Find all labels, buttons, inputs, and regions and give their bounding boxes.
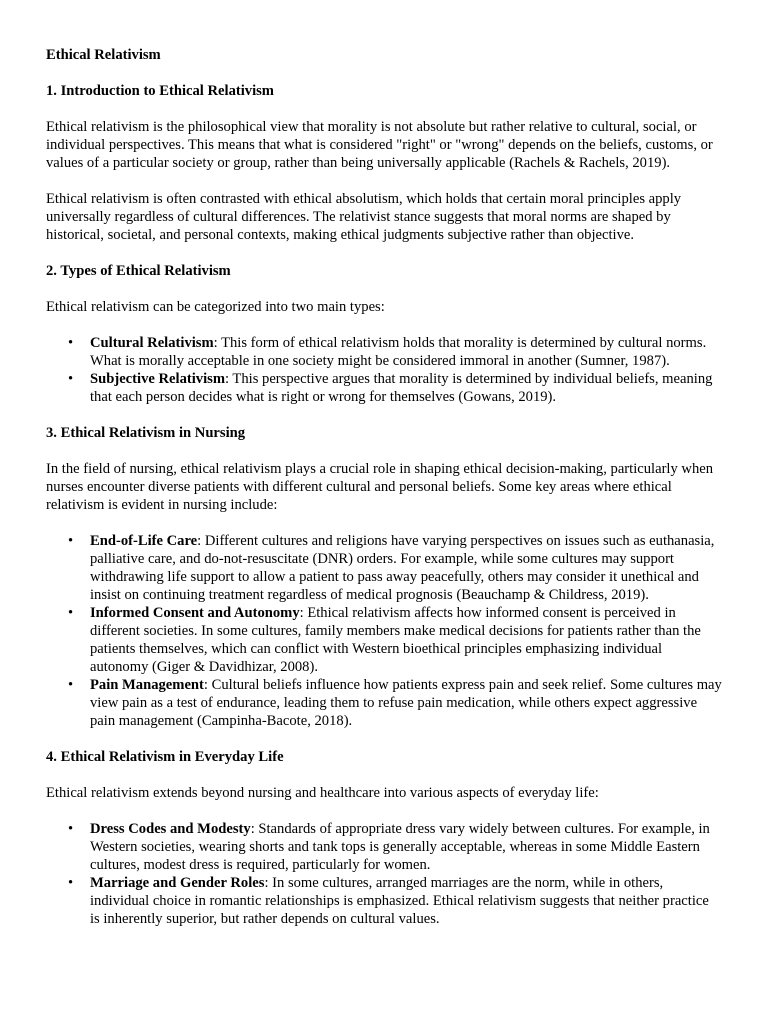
list-item-text: : Ethical relativism affects how informed consent is perceived in different societies. In some cultures, family members make medical decisions for patients rather than the patients themselves, which can conflict with Western bioethical principles emphasizing individual autonomy (Giger & Davidhizar, 2008).	[90, 605, 701, 675]
section-heading-types: 2. Types of Ethical Relativism	[46, 263, 231, 279]
list-item	[90, 874, 722, 928]
paragraph: Ethical relativism is the philosophical view that morality is not absolute but rather relative to cultural, social, or individual perspectives. This means that what is considered "right" or "wrong" depends on the beliefs, customs, or values of a particular society or group, rather than being universally applicable (Rachels & Rachels, 2019).	[46, 119, 713, 171]
list-item	[90, 370, 722, 406]
bullet-list	[46, 532, 722, 730]
list-item-text: : Different cultures and religions have varying perspectives on issues such as euthanasia, palliative care, and do-not-resuscitate (DNR) orders. For example, while some cultures may support withdrawing life support to allow a patient to pass away peacefully, others may consider it unethical and insist on continuing treatment regardless of medical prognosis (Beauchamp & Childress, 2019).	[90, 533, 715, 603]
list-item-term: Dress Codes and Modesty	[90, 821, 251, 837]
paragraph: Ethical relativism can be categorized into two main types:	[46, 299, 385, 315]
list-item-text: : This perspective argues that morality is determined by individual beliefs, meaning that each person decides what is right or wrong for themselves (Gowans, 2019).	[90, 371, 713, 405]
list-item-text: : In some cultures, arranged marriages are the norm, while in others, individual choice in romantic relationships is emphasized. Ethical relativism suggests that neither practice is inherently superior, but rather depends on cultural values.	[90, 875, 709, 927]
list-item-term: Informed Consent and Autonomy	[90, 605, 300, 621]
list-item-term: Subjective Relativism	[90, 371, 225, 387]
section-heading-everyday-life: 4. Ethical Relativism in Everyday Life	[46, 749, 284, 765]
bullet-list	[46, 820, 722, 928]
list-item-term: Cultural Relativism	[90, 335, 214, 351]
list-item	[90, 820, 722, 874]
document-title: Ethical Relativism	[46, 47, 161, 63]
list-item	[90, 676, 722, 730]
section-heading-nursing: 3. Ethical Relativism in Nursing	[46, 425, 246, 441]
list-item-term: Marriage and Gender Roles	[90, 875, 265, 891]
list-item-text: : Cultural beliefs influence how patients express pain and seek relief. Some cultures may view pain as a test of endurance, leading them to refuse pain medication, while others expect aggressive pain management (Campinha-Bacote, 2018).	[90, 677, 722, 729]
paragraph: In the field of nursing, ethical relativism plays a crucial role in shaping ethical decision-making, particularly when nurses encounter diverse patients with different cultural and personal beliefs. Some key areas where ethical relativism is evident in nursing include:	[46, 461, 714, 513]
paragraph: Ethical relativism is often contrasted with ethical absolutism, which holds that certain moral principles apply universally regardless of cultural differences. The relativist stance suggests that moral norms are shaped by historical, societal, and personal contexts, making ethical judgments subjective rather than objective.	[46, 191, 682, 243]
list-item	[90, 334, 722, 370]
list-item	[90, 532, 722, 604]
list-item-term: Pain Management	[90, 677, 204, 693]
list-item-text: : This form of ethical relativism holds that morality is determined by cultural norms. What is morally acceptable in one society might be considered immoral in another (Sumner, 1987).	[90, 335, 707, 369]
section-heading-introduction: 1. Introduction to Ethical Relativism	[46, 83, 274, 99]
paragraph: Ethical relativism extends beyond nursing and healthcare into various aspects of everyday life:	[46, 785, 599, 801]
list-item-term: End-of-Life Care	[90, 533, 198, 549]
list-item-text: : Standards of appropriate dress vary widely between cultures. For example, in Western societies, wearing shorts and tank tops is generally acceptable, whereas in some Middle Eastern cultures, modest dress is required, particularly for women.	[90, 821, 710, 873]
bullet-list	[46, 334, 722, 406]
list-item	[90, 604, 722, 676]
